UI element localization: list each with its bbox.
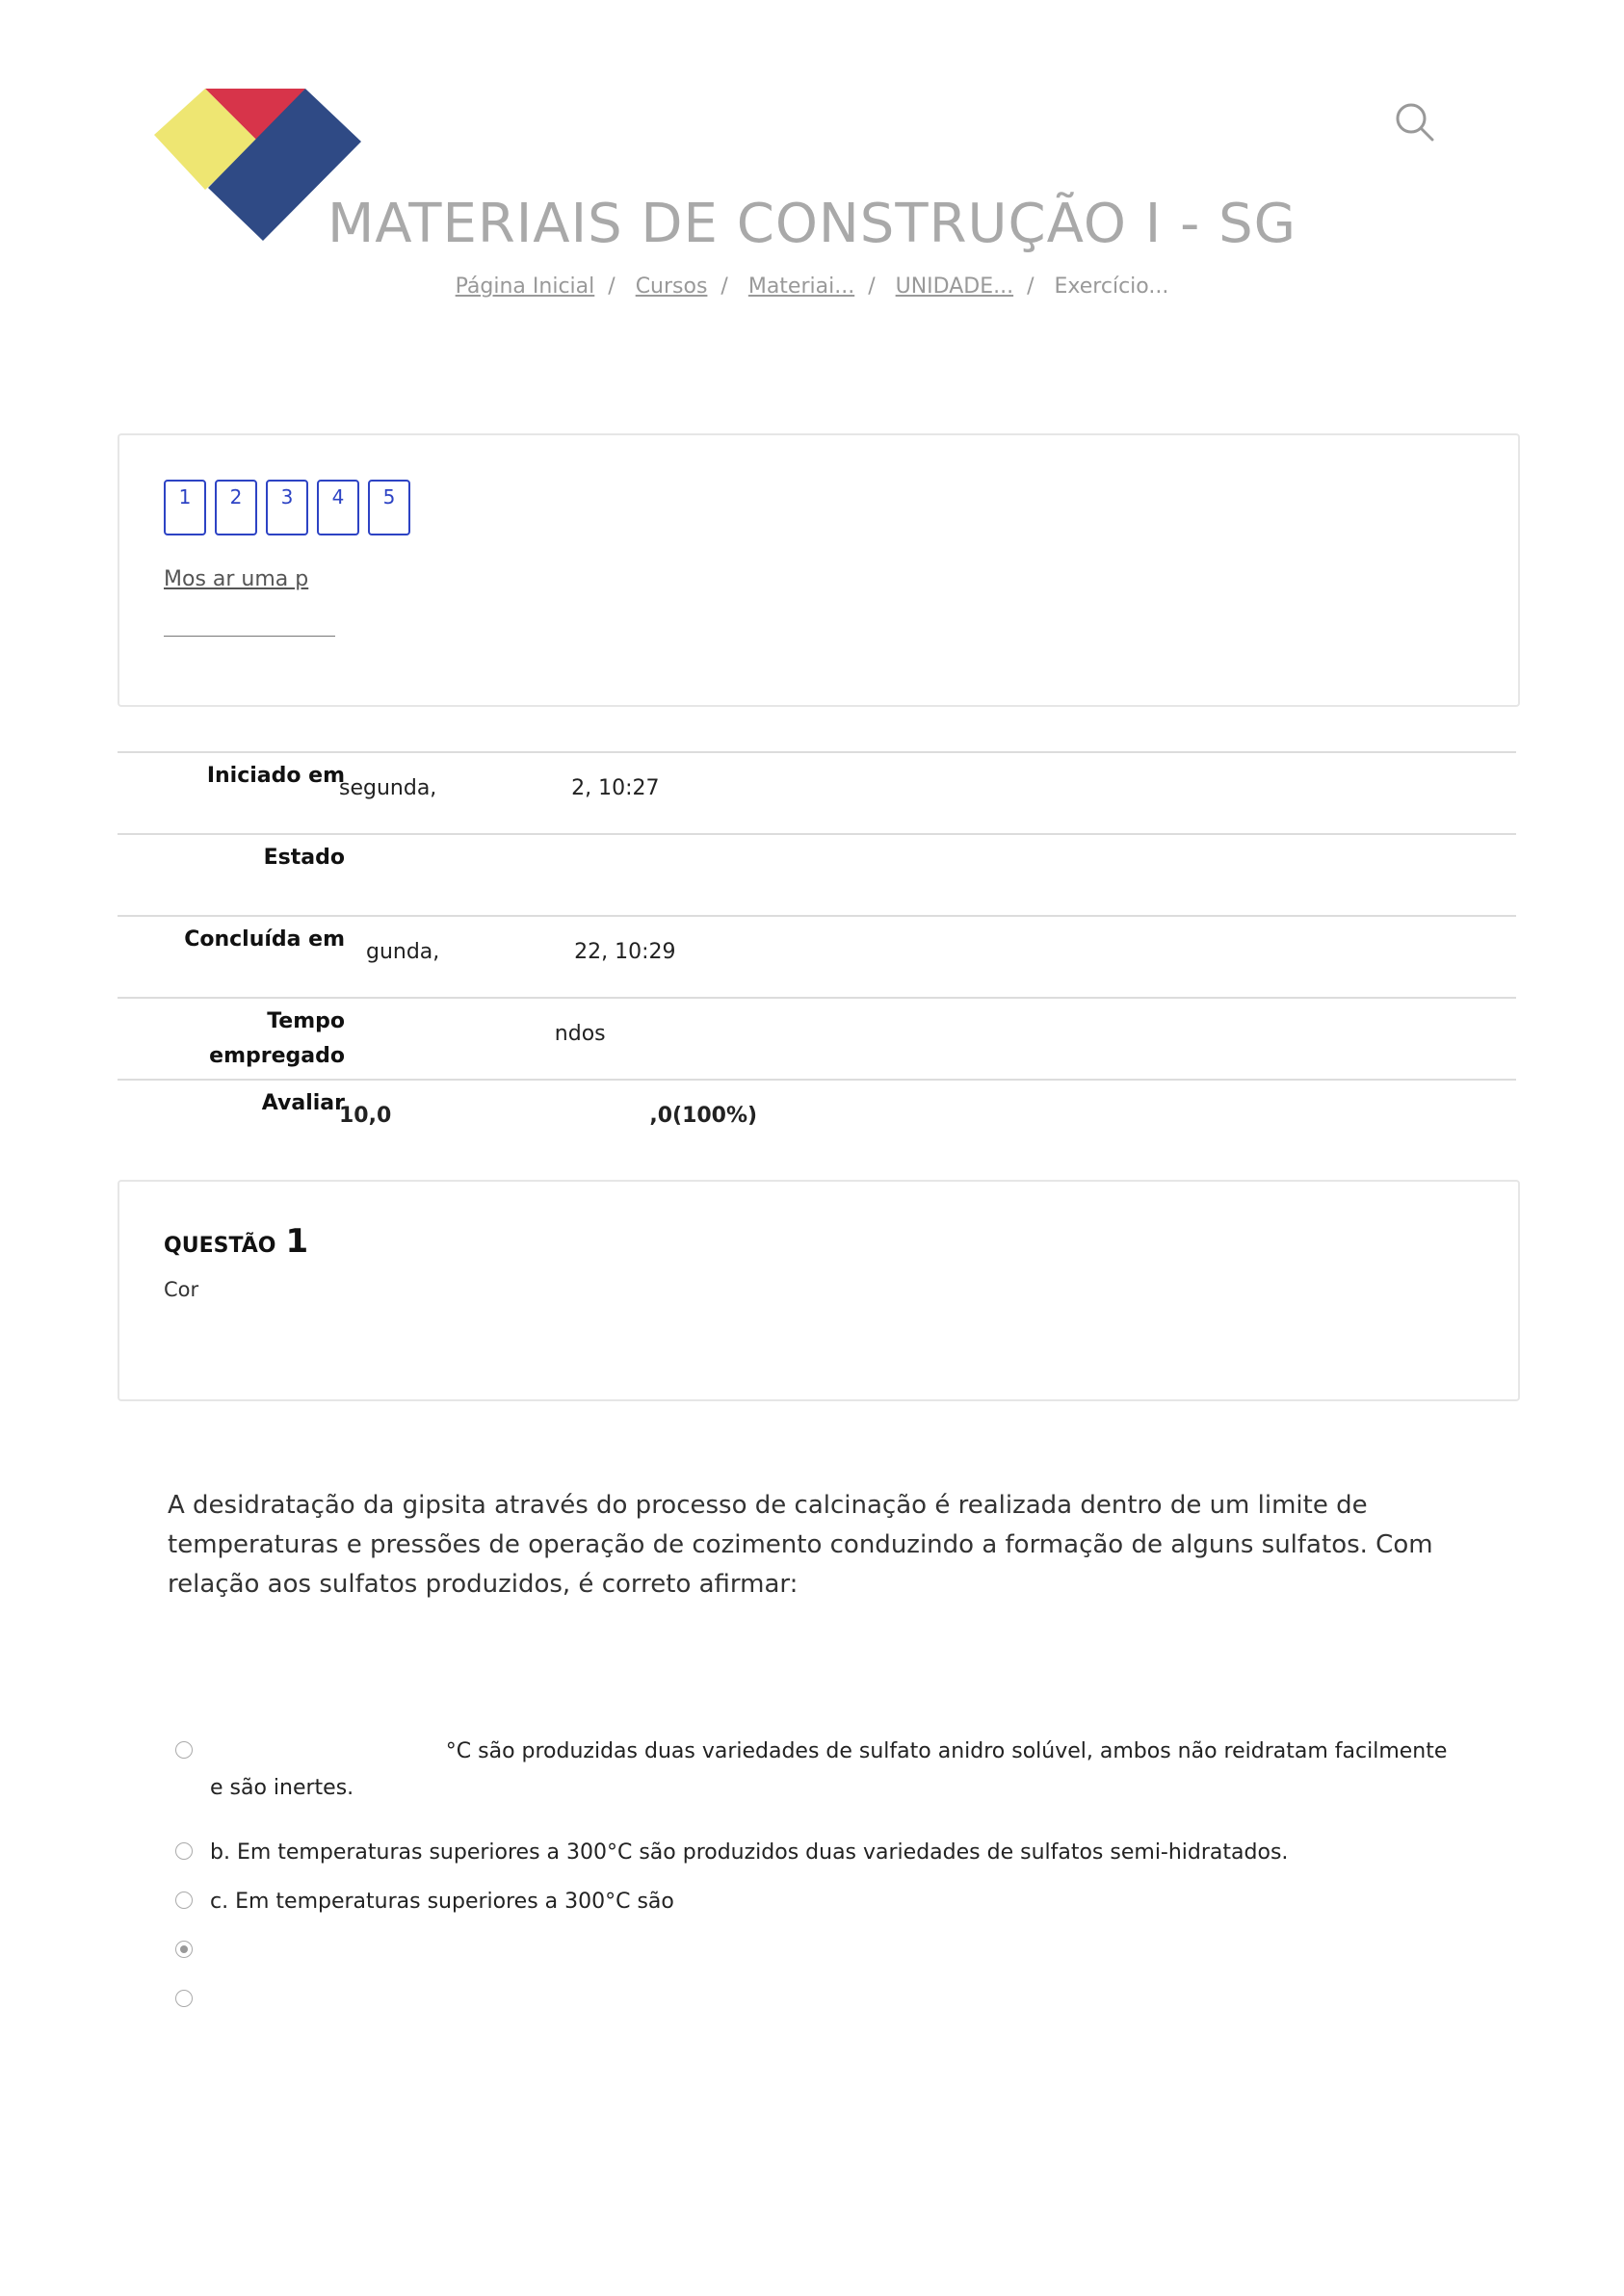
radio-button[interactable] [175,1990,193,2007]
answer-option-a[interactable] [175,1734,1485,1822]
summary-value: gunda, 22, 10:29 [339,940,676,964]
answer-text: c. Em temperaturas superiores a 300°C são [210,1890,674,1914]
breadcrumb-unit[interactable]: UNIDADE... [895,274,1014,299]
question-state: Cor [164,1278,199,1301]
breadcrumb-courses[interactable]: Cursos [635,274,708,299]
summary-row-completed [118,915,1516,997]
radio-button[interactable] [175,1842,193,1860]
question-heading [164,1222,308,1261]
answer-text: b. Em temperaturas superiores a 300°C são produzidos duas variedades de sulfatos semi-hidratados. [210,1840,1289,1865]
question-info-panel [118,1180,1520,1401]
summary-row-grade [118,1079,1516,1161]
summary-value: 10,0 ,0(100%) [339,1104,758,1128]
question-nav-button-1[interactable]: 1 [164,480,206,535]
answer-option-b[interactable] [175,1835,1485,1871]
answer-options [175,1734,1485,2031]
question-nav [164,480,410,535]
summary-label: Tempo empregado [209,1009,345,1068]
summary-label: Estado [263,846,345,870]
course-title: MATERIAIS DE CONSTRUÇÃO I - SG [327,193,1297,255]
answer-option-d[interactable] [175,1933,1485,1970]
question-nav-button-4[interactable]: 4 [317,480,359,535]
summary-value: ndos [339,1022,606,1046]
question-number: 1 [285,1222,309,1261]
question-text: A desidratação da gipsita através do processo de calcinação é realizada dentro de um limite de temperaturas e pressões de operação de cozimento conduzindo a formação de alguns sulfatos. Com relação aos sulfatos produzidos, é correto afirmar: [168,1491,1433,1599]
answer-text: °C são produzidas duas variedades de sulfato anidro solúvel, ambos não reidratam facilmente e são inertes. [210,1739,1454,1800]
show-one-page-link[interactable]: Mos ar uma p [164,567,309,591]
quiz-navigation-panel [118,433,1520,707]
breadcrumb-current: Exercício... [1054,274,1169,299]
summary-label: Concluída em [184,927,345,952]
breadcrumb-course[interactable]: Materiai... [747,274,855,299]
summary-row-state [118,833,1516,915]
attempt-summary [118,751,1516,1161]
answer-option-e[interactable] [175,1982,1485,2019]
radio-button[interactable] [175,1741,193,1759]
question-nav-button-3[interactable]: 3 [266,480,308,535]
summary-label: Iniciado em [206,764,345,788]
summary-value: segunda, 2, 10:27 [339,776,660,800]
radio-button[interactable] [175,1892,193,1909]
radio-button-selected[interactable] [175,1941,193,1958]
summary-label: Avaliar [261,1091,345,1115]
link-underline [164,636,335,637]
question-label: QUESTÃO [164,1234,276,1258]
summary-row-started [118,751,1516,833]
question-nav-button-5[interactable]: 5 [368,480,410,535]
breadcrumb-home[interactable]: Página Inicial [455,274,595,299]
breadcrumb: Página Inicial / Cursos / Materiai... / UNIDADE... / Exercício... [455,274,1169,299]
summary-row-time-taken [118,997,1516,1079]
question-nav-button-2[interactable]: 2 [215,480,257,535]
answer-option-c[interactable] [175,1884,1485,1920]
search-icon[interactable] [1394,101,1434,142]
